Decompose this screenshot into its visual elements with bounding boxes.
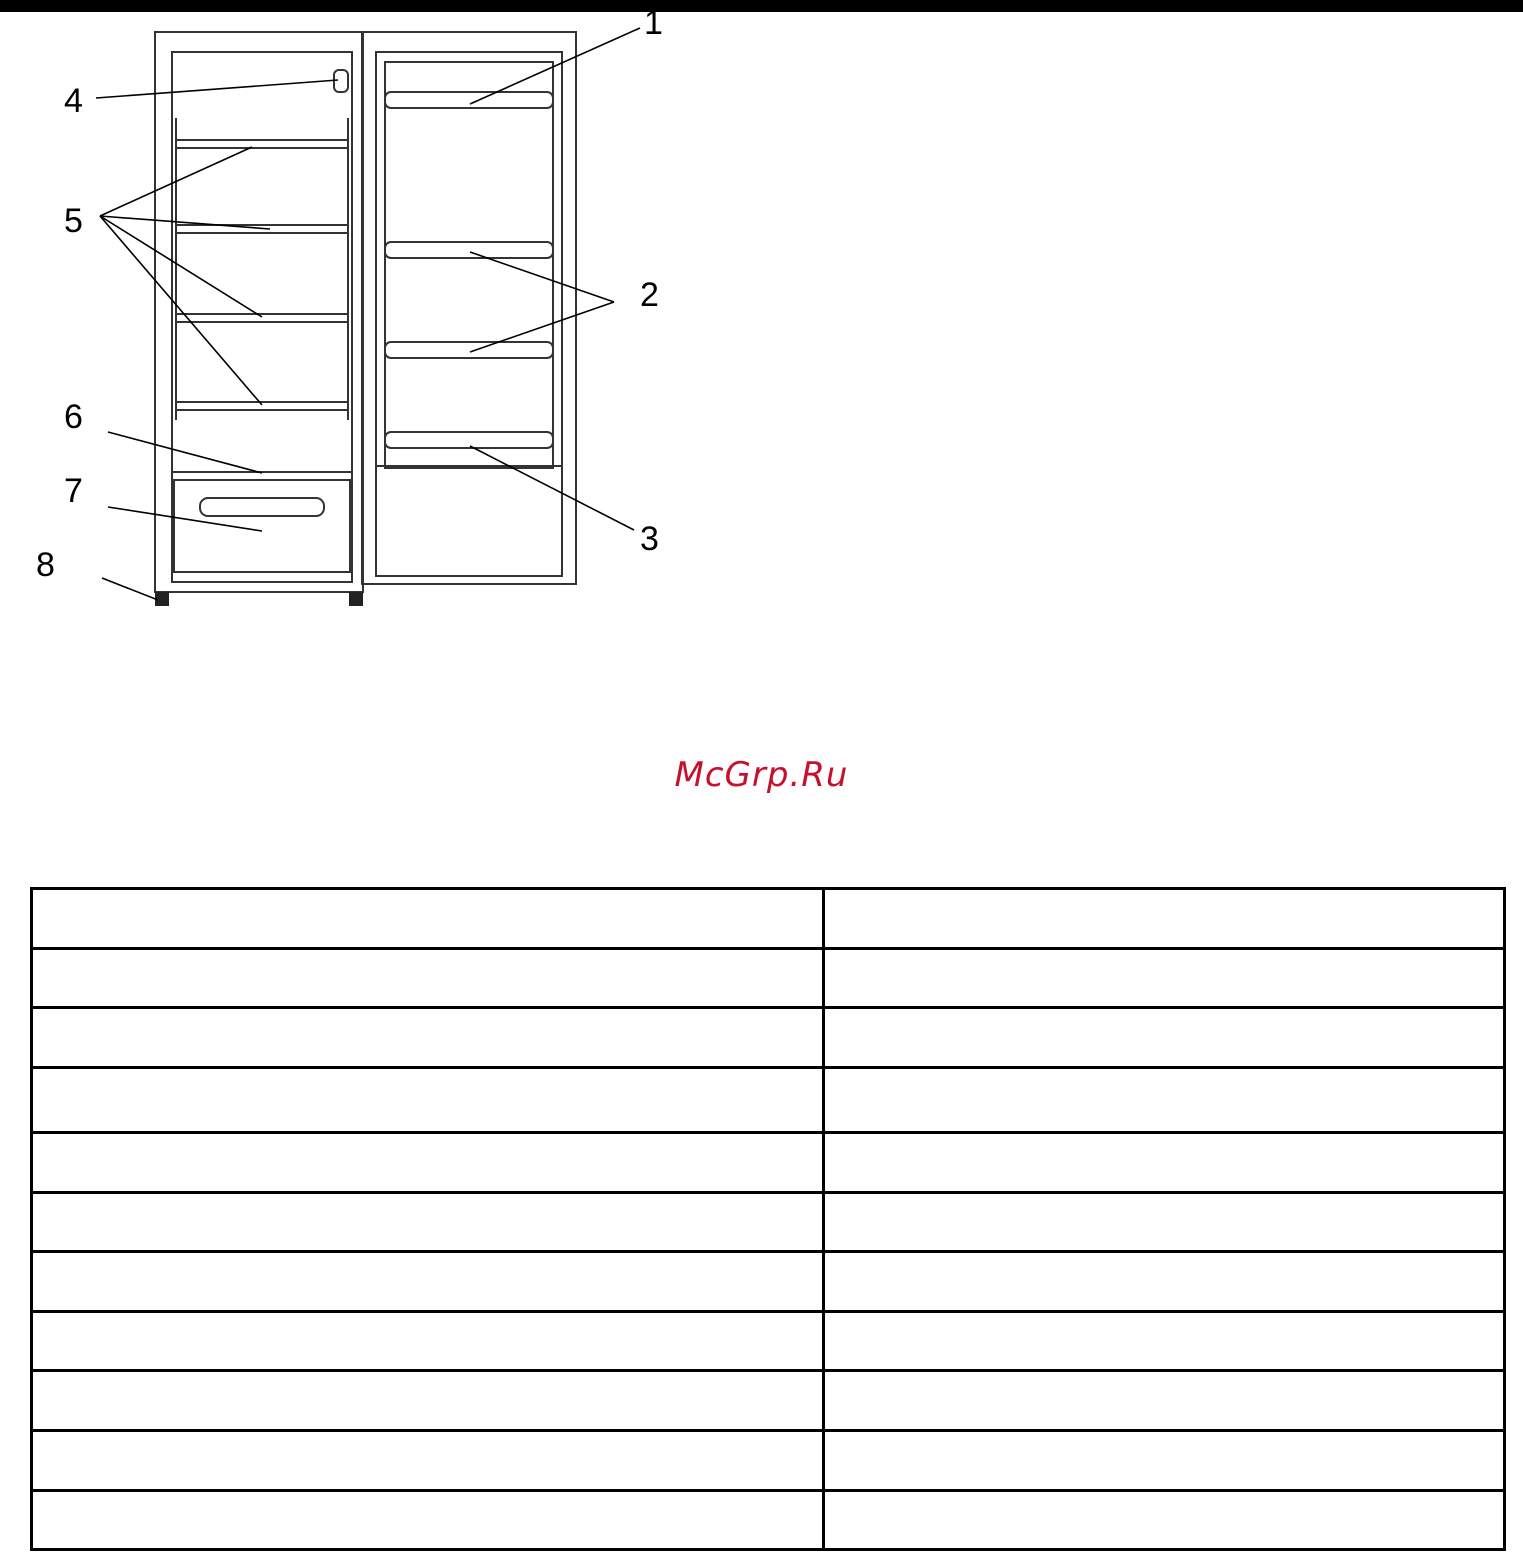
callout-5: 5 [64, 202, 83, 240]
table-cell [824, 1491, 1505, 1550]
table-cell [32, 1133, 824, 1193]
door-bottle-balcony [385, 432, 553, 448]
table-cell [32, 1371, 824, 1431]
table-cell [824, 1371, 1505, 1431]
table-cell [824, 889, 1505, 949]
door-balcony-1 [385, 92, 553, 108]
table-row [32, 1431, 1505, 1491]
watermark: McGrp.Ru [674, 755, 849, 795]
crisper-drawer [174, 480, 350, 572]
table-cell [824, 1008, 1505, 1068]
callout-8: 8 [36, 546, 55, 584]
door-liner [385, 62, 553, 468]
table-cell [32, 1431, 824, 1491]
table-row [32, 889, 1505, 949]
callout-2: 2 [640, 276, 659, 314]
door-balcony-2 [385, 242, 553, 258]
table-cell [824, 1431, 1505, 1491]
callout-4: 4 [64, 82, 83, 120]
table-cell [824, 1312, 1505, 1371]
shelf-3 [176, 314, 348, 322]
table-row [32, 1193, 1505, 1252]
shelf-4 [176, 402, 348, 410]
table-cell [32, 1008, 824, 1068]
table-row [32, 1312, 1505, 1371]
lamp [334, 70, 348, 92]
table-cell [824, 1193, 1505, 1252]
table-cell [32, 1068, 824, 1133]
door-outline [362, 32, 576, 584]
callout-3: 3 [640, 520, 659, 558]
callout-7: 7 [64, 472, 83, 510]
table-row [32, 1491, 1505, 1550]
table-row [32, 1068, 1505, 1133]
foot-right [349, 592, 363, 606]
spec-table [30, 887, 1506, 1551]
door-inner [376, 52, 562, 576]
table-cell [824, 1133, 1505, 1193]
cabinet-outline [155, 32, 363, 592]
table-cell [32, 889, 824, 949]
table-row [32, 949, 1505, 1008]
refrigerator-diagram [0, 0, 700, 620]
table-cell [32, 1252, 824, 1312]
table-cell [32, 1193, 824, 1252]
table-row [32, 1252, 1505, 1312]
callout-1: 1 [644, 4, 663, 42]
table-cell [32, 949, 824, 1008]
shelf-1 [176, 140, 348, 148]
spec-table-body [32, 889, 1505, 1550]
door-balcony-3 [385, 342, 553, 358]
drawer-handle [200, 498, 324, 516]
table-row [32, 1008, 1505, 1068]
table-cell [824, 1252, 1505, 1312]
table-cell [824, 1068, 1505, 1133]
table-cell [32, 1491, 824, 1550]
table-cell [824, 949, 1505, 1008]
table-row [32, 1371, 1505, 1431]
table-row [32, 1133, 1505, 1193]
table-cell [32, 1312, 824, 1371]
callout-6: 6 [64, 398, 83, 436]
